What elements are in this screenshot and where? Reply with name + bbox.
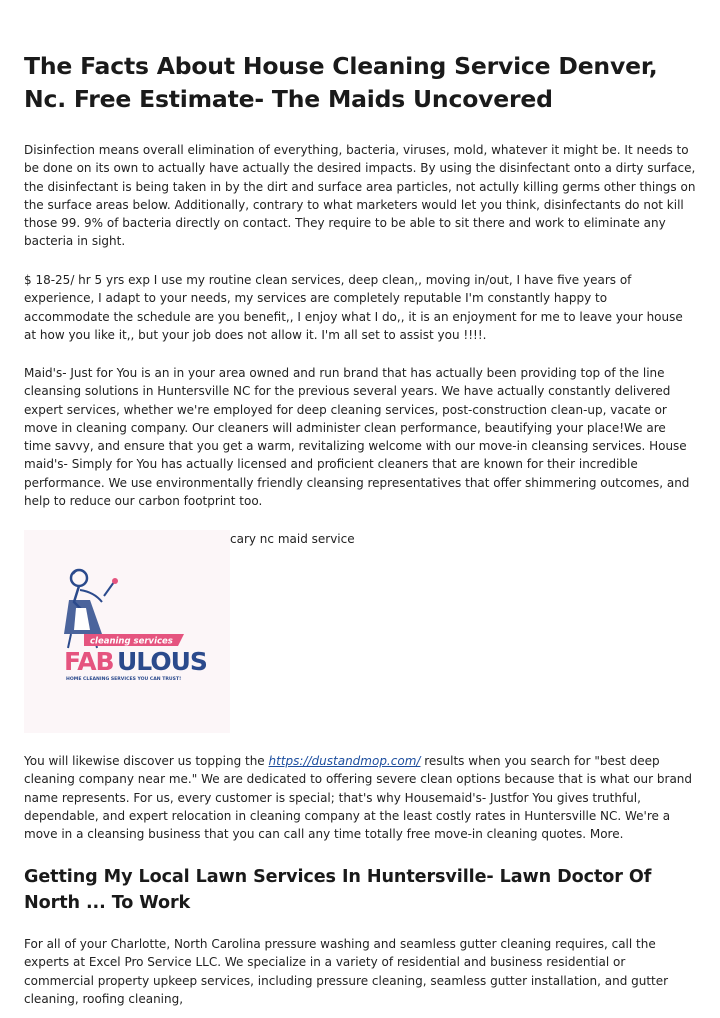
logo-fab-text: FAB [64, 647, 114, 676]
logo-ulous-text: ULOUS [117, 647, 207, 676]
paragraph-pressure-washing: For all of your Charlotte, North Carolina pressure washing and seamless gutter cleaning requires, call the experts at Excel Pro Service LLC. We specialize in a variety of residential and business residential or commercial property upkeep services, including pressure cleaning, seamless gutter installation, and gutter cleaning, roofing cleaning, [24, 937, 669, 1006]
image-caption: cary nc maid service [230, 532, 355, 546]
paragraph-maids-for-you: Maid's- Just for You is an in your area owned and run brand that has actually been providing top of the line cleansing solutions in Huntersville NC for the previous several years. We have actually constantly delivered expert services, whether we're employed for deep cleaning services, post-construction clean-up, vacate or move in cleaning company. Our cleaners will administer clean performance, beautifying your place!We are time savvy, and ensure that you get a warm, revitalizing welcome with our move-in cleansing services. House maid's- Simply for You has actually licensed and proficient cleaners that are known for their incredible performance. We use environmentally friendly cleansing representatives that offer shimmering outcomes, and help to reduce our carbon footprint too. [24, 366, 690, 509]
paragraph-disinfection: Disinfection means overall elimination of everything, bacteria, viruses, mold, whatever it might be. It needs to be done on its own to actually have actually the desired impacts. By using the disinfectant onto a dirty surface, the disinfectant is being taken in by the dirt and surface area particles, not actully killing germs other things on the surface areas below. Additionally, contrary to what marketers would let you think, disinfectants do not kill those 99. 9% of bacteria directly on contact. They require to be able to sit there and work to eliminate any bacteria in sight. [24, 143, 696, 249]
fabulous-cleaning-logo-image [24, 530, 230, 733]
link-paragraph-before: You will likewise discover us topping the [24, 754, 269, 768]
logo-tagline: HOME CLEANING SERVICES YOU CAN TRUST! [66, 677, 182, 682]
section-heading: Getting My Local Lawn Services In Huntersville- Lawn Doctor Of North ... To Work [24, 867, 652, 913]
maid-logo-illustration [24, 530, 230, 733]
paragraph-pricing: $ 18-25/ hr 5 yrs exp I use my routine clean services, deep clean,, moving in/out, I have five years of experience, I adapt to your needs, my services are completely reputable I'm constantly happy to accommodate the schedule are you benefit,, I enjoy what I do,, it is an enjoyment for me to leave your house at how you like it,, but your job does not allow it. I'm all set to assist you !!!!. [24, 273, 683, 342]
link-paragraph-after: results when you search for "best deep cleaning company near me." We are dedicated to offering severe clean options because that is what our brand name represents. For us, every customer is special; that's why Housemaid's- Justfor You gives truthful, dependable, and expert relocation in cleaning company at the least costly rates in Huntersville NC. We're a move in a cleansing business that you can call any time totally free move-in cleaning quotes. More. [24, 754, 693, 842]
paragraph-link [24, 752, 696, 843]
logo-banner-text: cleaning services [90, 636, 173, 647]
dustandmop-link[interactable]: https://dustandmop.com/ [268, 754, 421, 768]
article-title: The Facts About House Cleaning Service Denver, Nc. Free Estimate- The Maids Uncovered [24, 52, 658, 113]
